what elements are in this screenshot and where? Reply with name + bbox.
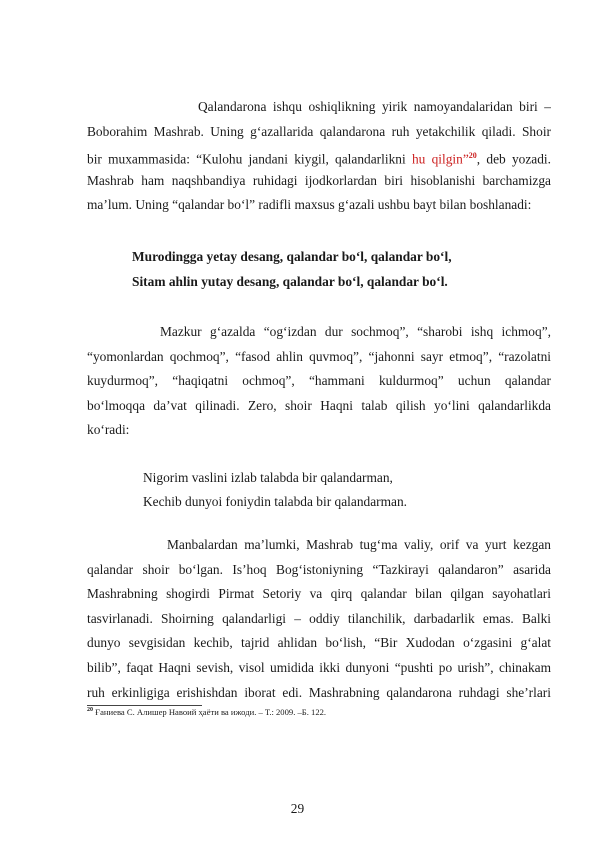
- paragraph-line: kuydurmoq”, “haqiqatni ochmoq”, “hammani kuldurmoq” uchun qalandar: [87, 373, 551, 389]
- paragraph-line: dunyo sevgisidan kechib, tajrid ahlidan bo‘lish, “Bir Xudodan o‘zgasini g‘alat: [87, 635, 551, 651]
- paragraph-line: Mashrab ham naqshbandiya ruhidagi ijodkorlardan biri hisoblanishi barchamizga: [87, 172, 551, 188]
- paragraph-line: ruh erkinligiga erishishdan iborat edi. Mashrabning qalandarona ruhdagi she’rlari: [87, 684, 551, 700]
- verse-line: Murodingga yetay desang, qalandar bo‘l, qalandar bo‘l,: [132, 249, 452, 264]
- paragraph-3: [87, 533, 551, 705]
- footnote-reference[interactable]: 20: [468, 151, 477, 161]
- paragraph-text: , deb yozadi.: [476, 151, 551, 167]
- paragraph-line: Qalandarona ishqu oshiqlikning yirik namoyandalaridan biri –: [198, 99, 551, 114]
- paragraph-text: bir muxammasida: “Kulohu jandani kiygil, qalandarlikni: [87, 151, 412, 167]
- paragraph-line: Mashrabning shogirdi Pirmat Setoriy va qirq qalandar bilan qilgan sayohatlari: [87, 586, 551, 602]
- footnote: [87, 707, 326, 717]
- highlighted-quote: hu qilgin”: [411, 151, 469, 167]
- paragraph-line: [87, 144, 551, 169]
- paragraph-line: bilib”, faqat Haqni sevish, visol umidida ikki dunyoni “pushti po urish”, chinakam: [87, 659, 551, 675]
- verse-line: Kechib dunyoi foniydin talabda bir qalandarman.: [143, 494, 408, 509]
- paragraph-line: “yomonlardan qochmoq”, “fasod ahlin quvmoq”, “jahonni sayr etmoq”, “razolatni: [87, 348, 551, 364]
- page-number: 29: [290, 801, 305, 816]
- paragraph-line: Boborahim Mashrab. Uning g‘azallarida qalandarona ruh yetakchilik qiladi. Shoir: [87, 123, 551, 139]
- paragraph-line: Mazkur g‘azalda “og‘izdan dur sochmoq”, “sharobi ishq ichmoq”,: [160, 324, 551, 339]
- footnote-divider: [87, 705, 202, 706]
- paragraph-line: tasvirlanadi. Shoirning qalandarligi – oddiy tilanchilik, darbadarlik emas. Balki: [87, 610, 551, 626]
- footnote-text: Ғаниева С. Алишер Навоий ҳаёти ва ижоди. – Т.: 2009. –Б. 122.: [93, 707, 327, 717]
- verse-line: Sitam ahlin yutay desang, qalandar bo‘l, qalandar bo‘l.: [132, 274, 448, 289]
- paragraph-line: Manbalardan ma’lumki, Mashrab tug‘ma valiy, orif va yurt kezgan: [167, 537, 551, 552]
- verse-line: Nigorim vaslini izlab talabda bir qalandarman,: [143, 470, 393, 485]
- paragraph-2: [87, 320, 551, 443]
- paragraph-line: ko‘radi:: [87, 422, 130, 438]
- paragraph-line: qalandar shoir bo‘lgan. Is’hoq Bog‘istoniyning “Tazkirayi qalandaron” asarida: [87, 561, 551, 577]
- paragraph-line: bo‘lmoqqa da’vat qilinadi. Zero, shoir Haqni talab qilish yo‘lini qalandarlikda: [87, 397, 551, 413]
- footnote-number: 20: [87, 707, 93, 714]
- paragraph-line: ma’lum. Uning “qalandar bo‘l” radifli maxsus g‘azali ushbu bayt bilan boshlanadi:: [87, 197, 532, 213]
- paragraph-1: [87, 95, 551, 218]
